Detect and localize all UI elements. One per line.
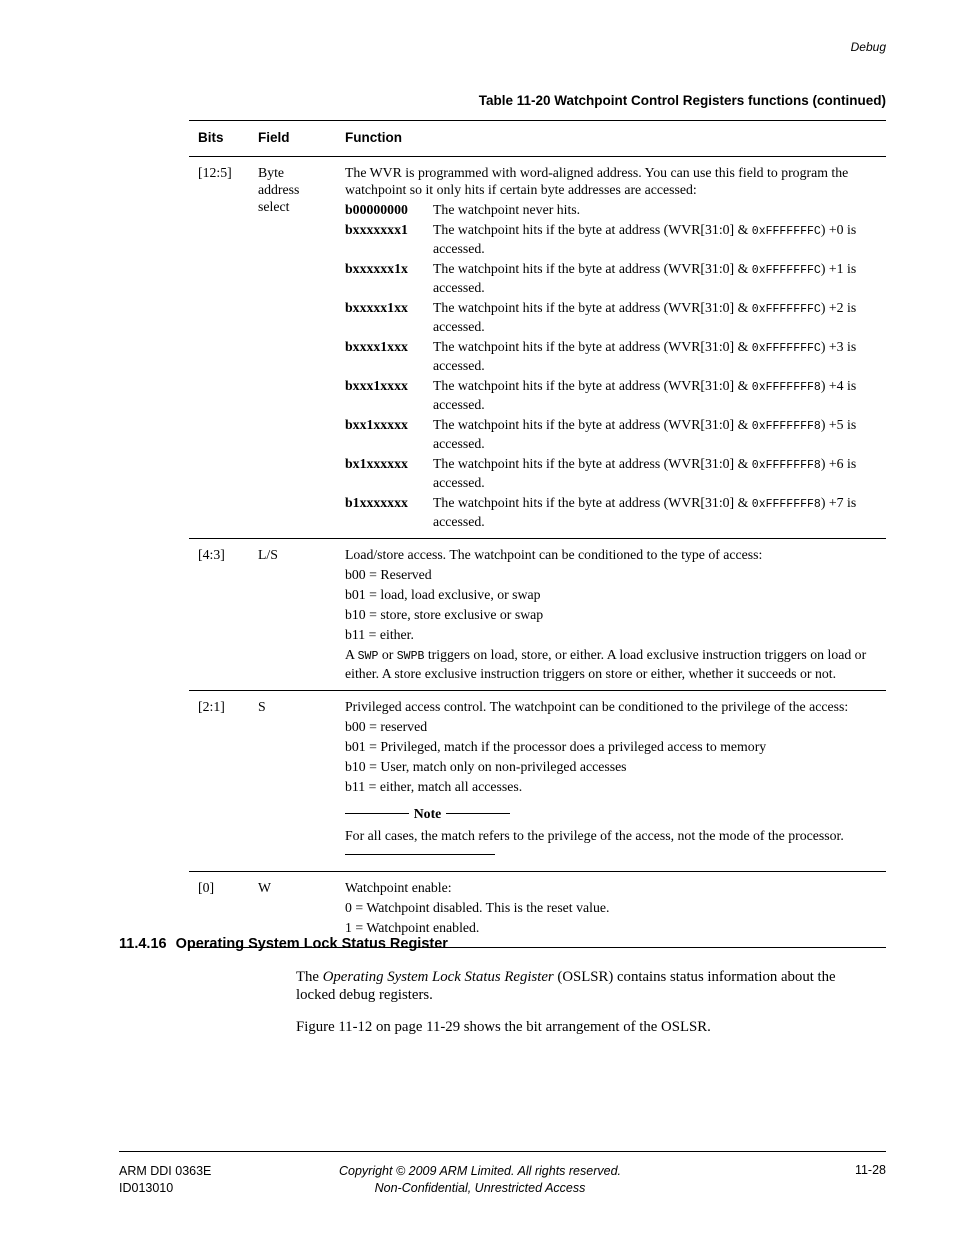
- bits-cell: [2:1]: [189, 691, 249, 872]
- bits-cell: [4:3]: [189, 539, 249, 691]
- encoding-description: [433, 299, 878, 335]
- function-cell: [336, 539, 886, 691]
- field-cell: L/S: [249, 539, 336, 691]
- encoding-description: [433, 494, 878, 530]
- description-text: ) +2 is accessed.: [433, 300, 857, 334]
- note-rule-bottom: [345, 854, 495, 855]
- encoding-row: [345, 377, 878, 413]
- column-header-field: Field: [249, 121, 336, 157]
- function-intro: The WVR is programmed with word-aligned address. You can use this field to program the watchpoint so it only hits if certain byte addresses are accessed:: [345, 165, 849, 197]
- encoding-row: [345, 299, 878, 335]
- note-rule-left: [345, 813, 409, 814]
- field-cell: W: [249, 872, 336, 948]
- encoding-row: [345, 221, 878, 257]
- encoding-row: [345, 260, 878, 296]
- note-rule-right: [446, 813, 510, 814]
- function-paragraph: [345, 646, 878, 682]
- paragraph-text: The: [296, 969, 323, 985]
- encoding-code: bxx1xxxxx: [345, 417, 408, 432]
- body-paragraph: Figure 11-12 on page 11-29 shows the bit arrangement of the OSLSR.: [296, 1019, 711, 1035]
- page-number: 11-28: [854, 1163, 886, 1177]
- encoding-code: bx1xxxxxx: [345, 456, 408, 471]
- encoding-description: [433, 338, 878, 374]
- description-text: ) +6 is accessed.: [433, 456, 857, 490]
- footer-copyright: [330, 1163, 630, 1197]
- description-text: The watchpoint hits if the byte at address (WVR[31:0] &: [433, 300, 752, 315]
- paragraph-text: A: [345, 647, 358, 662]
- confidentiality-text: Non-Confidential, Unrestricted Access: [374, 1181, 586, 1195]
- encoding-description: [433, 377, 878, 413]
- paragraph-text: or: [378, 647, 397, 662]
- encoding-code: bxxx1xxxx: [345, 378, 408, 393]
- encoding-code: b00000000: [345, 202, 408, 217]
- section-title: Operating System Lock Status Register: [175, 936, 448, 952]
- mask-constant: 0xFFFFFFFC: [751, 342, 821, 355]
- encoding-code: bxxxx1xxx: [345, 339, 408, 354]
- encoding-description: [433, 221, 878, 257]
- mask-constant: 0xFFFFFFF8: [751, 498, 821, 511]
- encoding-row: [345, 455, 878, 491]
- description-text: ) +4 is accessed.: [433, 378, 857, 412]
- copyright-text: Copyright © 2009 ARM Limited. All rights reserved.: [338, 1164, 621, 1178]
- field-cell: Byte address select: [249, 157, 336, 539]
- function-line: 0 = Watchpoint disabled. This is the reset value.: [345, 900, 610, 915]
- note-text: For all cases, the match refers to the privilege of the access, not the mode of the processor.: [345, 828, 844, 843]
- function-line: b11 = either, match all accesses.: [345, 779, 523, 794]
- description-text: ) +1 is accessed.: [433, 261, 857, 295]
- description-text: ) +0 is accessed.: [433, 222, 857, 256]
- encoding-row: [345, 338, 878, 374]
- encoding-code: bxxxxx1xx: [345, 300, 408, 315]
- encoding-description: [433, 416, 878, 452]
- encoding-code: bxxxxxx1x: [345, 261, 408, 276]
- encoding-row: [345, 201, 878, 218]
- footer-doc-info: [119, 1163, 211, 1197]
- paragraph-text: (OSLSR) contains status information about the locked debug registers.: [296, 969, 836, 1003]
- encoding-row: [345, 416, 878, 452]
- table-caption: Table 11-20 Watchpoint Control Registers functions (continued): [478, 93, 886, 108]
- description-text: The watchpoint hits if the byte at address (WVR[31:0] &: [433, 378, 752, 393]
- function-line: b10 = store, store exclusive or swap: [345, 607, 544, 622]
- table-row: [189, 539, 886, 691]
- function-line: b00 = Reserved: [345, 567, 432, 582]
- function-line: 1 = Watchpoint enabled.: [345, 920, 480, 935]
- doc-number: ARM DDI 0363E: [119, 1164, 212, 1178]
- function-line: b01 = Privileged, match if the processor does a privileged access to memory: [345, 739, 767, 754]
- description-text: ) +7 is accessed.: [433, 495, 857, 529]
- register-name-emphasis: Operating System Lock Status Register: [322, 969, 554, 985]
- column-header-function: Function: [336, 121, 886, 157]
- function-cell: [336, 691, 886, 872]
- function-line: b10 = User, match only on non-privileged accesses: [345, 759, 627, 774]
- function-line: b11 = either.: [345, 627, 414, 642]
- section-heading: [119, 936, 448, 952]
- table-row: [189, 157, 886, 539]
- function-line: b01 = load, load exclusive, or swap: [345, 587, 541, 602]
- encoding-description: [433, 260, 878, 296]
- body-paragraph: [296, 968, 876, 1004]
- mask-constant: 0xFFFFFFFC: [751, 303, 821, 316]
- swp-instruction: SWP: [357, 650, 379, 663]
- table-header-row: [189, 121, 886, 157]
- footer-divider: [119, 1151, 886, 1152]
- encoding-code: bxxxxxxx1: [345, 222, 408, 237]
- function-line: Watchpoint enable:: [345, 880, 452, 895]
- bits-cell: [0]: [189, 872, 249, 948]
- mask-constant: 0xFFFFFFFC: [751, 264, 821, 277]
- section-number: 11.4.16: [119, 936, 167, 952]
- description-text: ) +3 is accessed.: [433, 339, 857, 373]
- encoding-description: The watchpoint never hits.: [433, 202, 581, 217]
- encoding-row: [345, 494, 878, 530]
- running-header-title: Debug: [850, 40, 886, 54]
- field-cell: S: [249, 691, 336, 872]
- function-line: Load/store access. The watchpoint can be conditioned to the type of access:: [345, 547, 763, 562]
- table-row: [189, 691, 886, 872]
- description-text: The watchpoint hits if the byte at address (WVR[31:0] &: [433, 495, 752, 510]
- description-text: The watchpoint hits if the byte at address (WVR[31:0] &: [433, 417, 752, 432]
- function-cell: [336, 157, 886, 539]
- paragraph-text: triggers on load, store, or either. A load exclusive instruction triggers on load or either. A store exclusive instruction triggers on store or either, whether it succeeds or not.: [345, 647, 867, 681]
- watchpoint-control-table: [189, 120, 886, 948]
- description-text: The watchpoint hits if the byte at address (WVR[31:0] &: [433, 222, 752, 237]
- swpb-instruction: SWPB: [396, 650, 425, 663]
- doc-id: ID013010: [119, 1181, 174, 1195]
- note-label: Note: [413, 806, 442, 821]
- mask-constant: 0xFFFFFFF8: [751, 381, 821, 394]
- bits-cell: [12:5]: [189, 157, 249, 539]
- mask-constant: 0xFFFFFFF8: [751, 420, 821, 433]
- function-line: b00 = reserved: [345, 719, 428, 734]
- description-text: ) +5 is accessed.: [433, 417, 857, 451]
- description-text: The watchpoint hits if the byte at address (WVR[31:0] &: [433, 456, 752, 471]
- function-line: Privileged access control. The watchpoint can be conditioned to the privilege of the access:: [345, 699, 849, 714]
- encoding-code: b1xxxxxxx: [345, 495, 408, 510]
- mask-constant: 0xFFFFFFF8: [751, 459, 821, 472]
- column-header-bits: Bits: [189, 121, 249, 157]
- description-text: The watchpoint hits if the byte at address (WVR[31:0] &: [433, 339, 752, 354]
- encoding-description: [433, 455, 878, 491]
- mask-constant: 0xFFFFFFFC: [751, 225, 821, 238]
- description-text: The watchpoint hits if the byte at address (WVR[31:0] &: [433, 261, 752, 276]
- note-box: [345, 805, 510, 822]
